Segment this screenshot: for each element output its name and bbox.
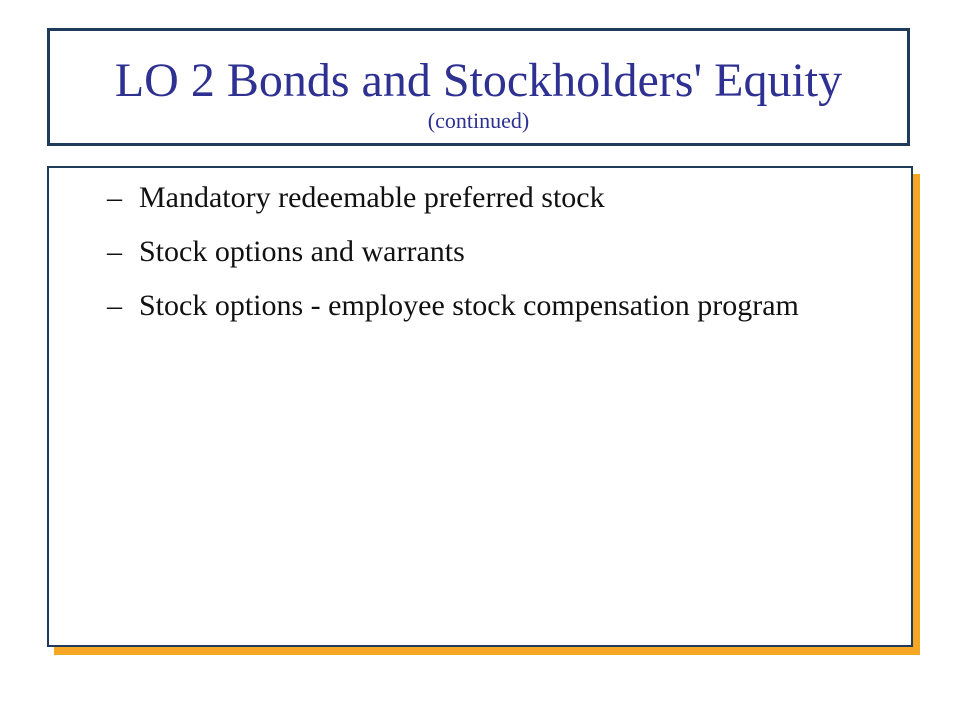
content-box xyxy=(47,166,913,647)
bullet-item xyxy=(107,180,867,216)
bullet-item xyxy=(107,234,867,270)
bullet-text: Mandatory redeemable preferred stock xyxy=(139,181,605,214)
slide-subtitle: (continued) xyxy=(427,108,530,133)
bullet-dash: – xyxy=(107,235,122,268)
bullet-text: Stock options - employee stock compensation program xyxy=(139,289,799,322)
bullet-dash: – xyxy=(107,181,122,214)
slide-title: LO 2 Bonds and Stockholders' Equity xyxy=(114,54,843,107)
bullet-dash: – xyxy=(107,289,122,322)
bullet-list xyxy=(107,180,867,342)
bullet-item xyxy=(107,288,867,324)
title-box xyxy=(47,28,910,146)
bullet-text: Stock options and warrants xyxy=(139,235,465,268)
